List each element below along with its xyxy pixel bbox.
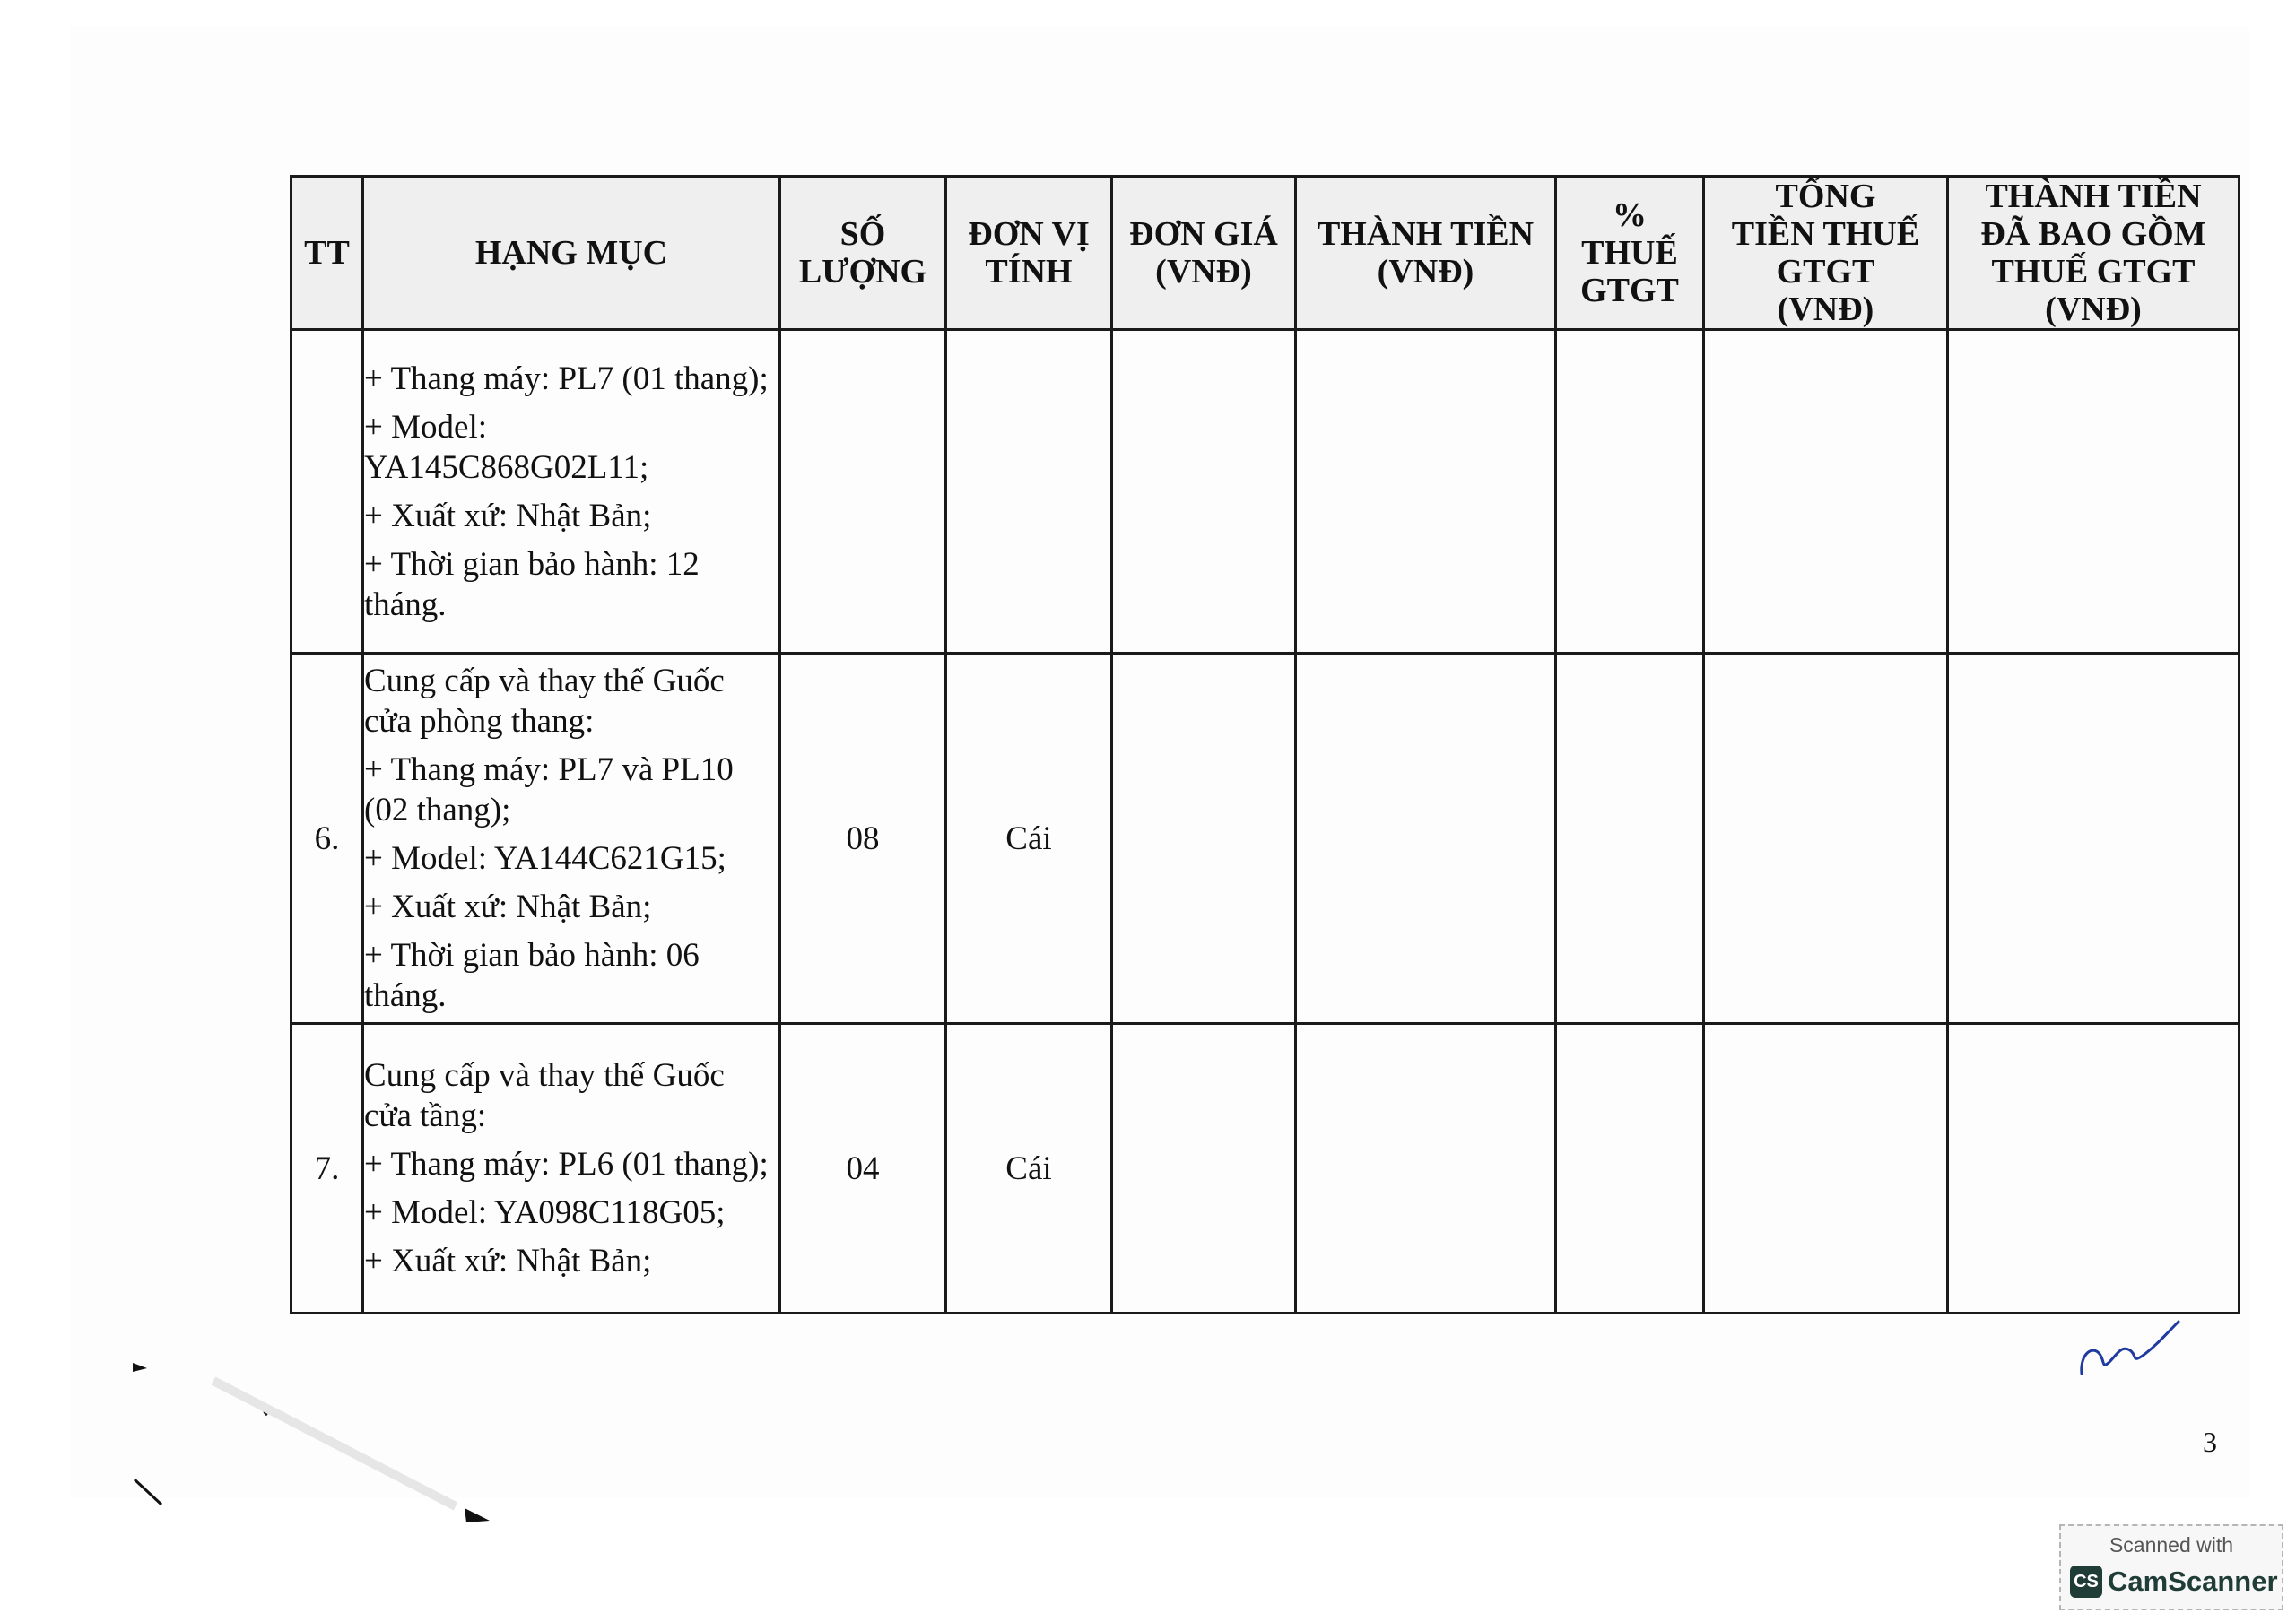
row-vat-percent bbox=[1556, 330, 1704, 654]
row-unit: Cái bbox=[946, 1024, 1112, 1314]
row-tt: 6. bbox=[291, 654, 363, 1024]
table-row bbox=[291, 654, 2239, 1024]
table-header-row bbox=[291, 177, 2239, 330]
header-total-incl-vat: THÀNH TIỀN ĐÃ BAO GỒM THUẾ GTGT (VNĐ) bbox=[1948, 177, 2239, 330]
row-unit: Cái bbox=[946, 654, 1112, 1024]
header-item: HẠNG MỤC bbox=[363, 177, 780, 330]
table-row bbox=[291, 1024, 2239, 1314]
watermark-caption: Scanned with bbox=[2109, 1533, 2234, 1557]
row-total-incl-vat bbox=[1948, 1024, 2239, 1314]
row-quantity: 08 bbox=[780, 654, 946, 1024]
items-table bbox=[290, 175, 2240, 1314]
header-unit-price: ĐƠN GIÁ (VNĐ) bbox=[1112, 177, 1296, 330]
description-line: Cung cấp và thay thế Guốc cửa tầng: bbox=[364, 1057, 725, 1134]
row-total-incl-vat bbox=[1948, 654, 2239, 1024]
row-vat-total bbox=[1704, 654, 1948, 1024]
row-amount bbox=[1296, 654, 1556, 1024]
row-vat-percent bbox=[1556, 1024, 1704, 1314]
row-unit-price bbox=[1112, 330, 1296, 654]
header-amount: THÀNH TIỀN (VNĐ) bbox=[1296, 177, 1556, 330]
row-description bbox=[363, 1024, 780, 1314]
page-number: 3 bbox=[2203, 1426, 2217, 1458]
row-description bbox=[363, 330, 780, 654]
description-line: + Xuất xứ: Nhật Bản; bbox=[364, 889, 652, 925]
row-vat-total bbox=[1704, 1024, 1948, 1314]
row-tt bbox=[291, 330, 363, 654]
handwritten-signature bbox=[2074, 1309, 2182, 1381]
header-vat-total: TỔNG TIỀN THUẾ GTGT (VNĐ) bbox=[1704, 177, 1948, 330]
description-line: + Model: YA145C868G02L11; bbox=[364, 408, 649, 486]
row-unit-price bbox=[1112, 1024, 1296, 1314]
camscanner-logo-icon: CS bbox=[2070, 1566, 2102, 1598]
watermark-brand: CamScanner bbox=[2108, 1566, 2278, 1597]
row-amount bbox=[1296, 330, 1556, 654]
description-line: + Thời gian bảo hành: 06 tháng. bbox=[364, 937, 700, 1014]
row-unit-price bbox=[1112, 654, 1296, 1024]
description-line: + Xuất xứ: Nhật Bản; bbox=[364, 497, 652, 534]
table-row bbox=[291, 330, 2239, 654]
header-tt: TT bbox=[291, 177, 363, 330]
header-quantity: SỐ LƯỢNG bbox=[780, 177, 946, 330]
document-page bbox=[70, 27, 2249, 1497]
row-total-incl-vat bbox=[1948, 330, 2239, 654]
header-unit: ĐƠN VỊ TÍNH bbox=[946, 177, 1112, 330]
row-description bbox=[363, 654, 780, 1024]
description-line: + Thời gian bảo hành: 12 tháng. bbox=[364, 545, 700, 623]
scan-artifact-marks bbox=[133, 1345, 509, 1542]
header-vat-percent: % THUẾ GTGT bbox=[1556, 177, 1704, 330]
description-line: + Thang máy: PL7 (01 thang); bbox=[364, 360, 769, 397]
camscanner-watermark bbox=[2059, 1524, 2283, 1610]
row-unit bbox=[946, 330, 1112, 654]
row-amount bbox=[1296, 1024, 1556, 1314]
description-line: + Thang máy: PL7 và PL10 (02 thang); bbox=[364, 751, 734, 828]
description-line: Cung cấp và thay thế Guốc cửa phòng thang: bbox=[364, 663, 725, 740]
description-line: + Xuất xứ: Nhật Bản; bbox=[364, 1243, 652, 1279]
description-line: + Model: YA098C118G05; bbox=[364, 1194, 726, 1231]
description-line: + Thang máy: PL6 (01 thang); bbox=[364, 1146, 769, 1183]
description-line: + Model: YA144C621G15; bbox=[364, 840, 726, 877]
row-quantity bbox=[780, 330, 946, 654]
row-vat-total bbox=[1704, 330, 1948, 654]
row-quantity: 04 bbox=[780, 1024, 946, 1314]
row-vat-percent bbox=[1556, 654, 1704, 1024]
row-tt: 7. bbox=[291, 1024, 363, 1314]
